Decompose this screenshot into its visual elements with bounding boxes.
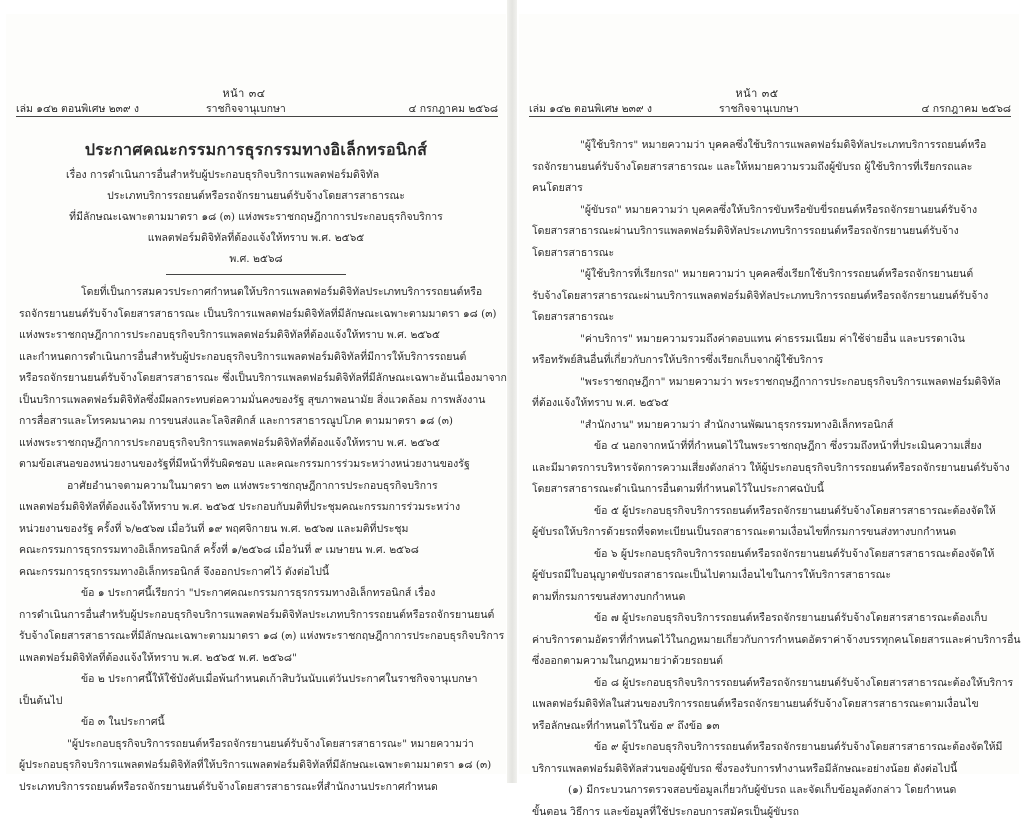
text-line: ข้อ ๘ ผู้ประกอบธุรกิจบริการรถยนต์หรือรถจักรยานยนต์รับจ้างโดยสารสาธารณะต้องให้บริการ xyxy=(532,673,1009,695)
text-line: บริการแพลตฟอร์มดิจิทัลส่วนของผู้ขับรถ ซึ่งรองรับการทำงานหรือมีลักษณะอย่างน้อย ดังต่อไปนี้ xyxy=(532,759,1009,781)
announcement-title: ประกาศคณะกรรมการธุรกรรมทางอิเล็กทรอนิกส์ xyxy=(6,138,506,163)
text-line: โดยที่เป็นการสมควรประกาศกำหนดให้บริการแพลตฟอร์มดิจิทัลประเภทบริการรถยนต์หรือ xyxy=(19,282,496,304)
issue-label: ตอนพิเศษ ๒๓๙ ง xyxy=(61,100,139,117)
left-body-text xyxy=(19,282,496,798)
gazette-header xyxy=(16,100,498,117)
text-line: "ค่าบริการ" หมายความรวมถึงค่าตอบแทน ค่าธรรมเนียม ค่าใช้จ่ายอื่น และบรรดาเงิน xyxy=(532,329,1009,351)
text-line: โดยสารสาธารณะ xyxy=(532,307,1009,329)
text-line: คณะกรรมการธุรกรรมทางอิเล็กทรอนิกส์ จึงออกประกาศไว้ ดังต่อไปนี้ xyxy=(19,562,496,584)
text-line: ขั้นตอน วิธีการ และข้อมูลที่ใช้ประกอบการสมัครเป็นผู้ขับรถ xyxy=(532,802,1009,823)
text-line: รับจ้างโดยสารสาธารณะผ่านบริการแพลตฟอร์มดิจิทัลประเภทบริการรถยนต์หรือรถจักรยานยนต์รับจ้าง xyxy=(532,286,1009,308)
text-line: การดำเนินการอื่นสำหรับผู้ประกอบธุรกิจบริการแพลตฟอร์มดิจิทัลประเภทบริการรถยนต์หรือรถจักรยานยนต์ xyxy=(19,605,496,627)
book-spine xyxy=(507,0,517,783)
text-line: ข้อ ๑ ประกาศนี้เรียกว่า "ประกาศคณะกรรมการธุรกรรมทางอิเล็กทรอนิกส์ เรื่อง xyxy=(19,583,496,605)
text-line: ข้อ ๓ ในประกาศนี้ xyxy=(19,712,496,734)
text-line: โดยสารสาธารณะผ่านบริการแพลตฟอร์มดิจิทัลประเภทบริการรถยนต์หรือรถจักรยานยนต์รับจ้าง xyxy=(532,221,1009,243)
volume-label: เล่ม ๑๔๒ xyxy=(16,100,58,117)
right-page xyxy=(519,14,1019,774)
gazette-date: ๔ กรกฎาคม ๒๕๖๘ xyxy=(921,100,1011,117)
text-line: แห่งพระราชกฤษฎีกาการประกอบธุรกิจบริการแพลตฟอร์มดิจิทัลที่ต้องแจ้งให้ทราบ พ.ศ. ๒๕๖๕ xyxy=(19,433,496,455)
left-page xyxy=(6,14,506,774)
text-line: หรือรถจักรยานยนต์รับจ้างโดยสารสาธารณะ ซึ่งเป็นบริการแพลตฟอร์มดิจิทัลที่มีลักษณะเฉพาะอันเนื่องมาจาก xyxy=(19,368,496,390)
text-line: หรือทรัพย์สินอื่นที่เกี่ยวกับการให้บริการซึ่งเรียกเก็บจากผู้ใช้บริการ xyxy=(532,350,1009,372)
gazette-header xyxy=(529,100,1011,117)
gazette-date: ๔ กรกฎาคม ๒๕๖๘ xyxy=(408,100,498,117)
text-line: (๑) มีกระบวนการตรวจสอบข้อมูลเกี่ยวกับผู้ขับรถ และจัดเก็บข้อมูลดังกล่าว โดยกำหนด xyxy=(532,780,1009,802)
page-number: หน้า ๓๔ xyxy=(0,84,494,102)
subject-line: แพลตฟอร์มดิจิทัลที่ต้องแจ้งให้ทราบ พ.ศ. ๒๕๖๕ xyxy=(6,228,506,249)
text-line: แพลตฟอร์มดิจิทัลที่ต้องแจ้งให้ทราบ พ.ศ. ๒๕๖๕ พ.ศ. ๒๕๖๘" xyxy=(19,648,496,670)
page-number: หน้า ๓๕ xyxy=(507,84,1007,102)
text-line: หน่วยงานของรัฐ ครั้งที่ ๖/๒๕๖๗ เมื่อวันที่ ๑๙ พฤศจิกายน พ.ศ. ๒๕๖๗ และมติที่ประชุม xyxy=(19,519,496,541)
text-line: รถจักรยานยนต์รับจ้างโดยสารสาธารณะ และให้หมายความรวมถึงผู้ขับรถ ผู้ใช้บริการที่เรียกรถและ xyxy=(532,157,1009,179)
text-line: ค่าบริการตามอัตราที่กำหนดไว้ในกฎหมายเกี่ยวกับการกำหนดอัตราค่าจ้างบรรทุกคนโดยสารและค่าบริการอื่น xyxy=(532,630,1009,652)
subject-line: ประเภทบริการรถยนต์หรือรถจักรยานยนต์รับจ้างโดยสารสาธารณะ xyxy=(6,186,506,207)
text-line: เป็นบริการแพลตฟอร์มดิจิทัลซึ่งมีผลกระทบต่อความมั่นคงของรัฐ สุขภาพอนามัย สิ่งแวดล้อม การพลังงาน xyxy=(19,390,496,412)
text-line: การสื่อสารและโทรคมนาคม การขนส่งและโลจิสติกส์ และการสาธารณูปโภค ตามมาตรา ๑๘ (๓) xyxy=(19,411,496,433)
text-line: แห่งพระราชกฤษฎีกาการประกอบธุรกิจบริการแพลตฟอร์มดิจิทัลที่ต้องแจ้งให้ทราบ พ.ศ. ๒๕๖๕ xyxy=(19,325,496,347)
text-line: รถจักรยานยนต์รับจ้างโดยสารสาธารณะ เป็นบริการแพลตฟอร์มดิจิทัลที่มีลักษณะเฉพาะตามมาตรา ๑๘ (๓) xyxy=(19,304,496,326)
text-line: ข้อ ๒ ประกาศนี้ให้ใช้บังคับเมื่อพ้นกำหนดเก้าสิบวันนับแต่วันประกาศในราชกิจจานุเบกษา xyxy=(19,669,496,691)
text-line: ตามที่กรมการขนส่งทางบกกำหนด xyxy=(532,587,1009,609)
text-line: ข้อ ๔ นอกจากหน้าที่ที่กำหนดไว้ในพระราชกฤษฎีกา ซึ่งรวมถึงหน้าที่ประเมินความเสี่ยง xyxy=(532,436,1009,458)
text-line: ซึ่งออกตามความในกฎหมายว่าด้วยรถยนต์ xyxy=(532,651,1009,673)
text-line: หรือลักษณะที่กำหนดไว้ในข้อ ๙ ถึงข้อ ๑๓ xyxy=(532,716,1009,738)
text-line: ผู้ขับรถมีใบอนุญาตขับรถสาธารณะเป็นไปตามเงื่อนไขในการให้บริการสาธารณะ xyxy=(532,565,1009,587)
text-line: แพลตฟอร์มดิจิทัลในส่วนของบริการรถยนต์หรือรถจักรยานยนต์รับจ้างโดยสารสาธารณะตามเงื่อนไข xyxy=(532,694,1009,716)
text-line: ผู้ประกอบธุรกิจบริการแพลตฟอร์มดิจิทัลที่ให้บริการแพลตฟอร์มดิจิทัลที่มีลักษณะเฉพาะตามมาตรา ๑๘ (๓) xyxy=(19,755,496,777)
text-line: คนโดยสาร xyxy=(532,178,1009,200)
text-line: "ผู้ใช้บริการที่เรียกรถ" หมายความว่า บุคคลซึ่งเรียกใช้บริการรถยนต์หรือรถจักรยานยนต์ xyxy=(532,264,1009,286)
text-line: ที่ต้องแจ้งให้ทราบ พ.ศ. ๒๕๖๕ xyxy=(532,393,1009,415)
text-line: คณะกรรมการธุรกรรมทางอิเล็กทรอนิกส์ ครั้งที่ ๑/๒๕๖๘ เมื่อวันที่ ๙ เมษายน พ.ศ. ๒๕๖๘ xyxy=(19,540,496,562)
divider-rule xyxy=(166,274,346,275)
text-line: "สำนักงาน" หมายความว่า สำนักงานพัฒนาธุรกรรมทางอิเล็กทรอนิกส์ xyxy=(532,415,1009,437)
text-line: รับจ้างโดยสารสาธารณะที่มีลักษณะเฉพาะตามมาตรา ๑๘ (๓) แห่งพระราชกฤษฎีกาการประกอบธุรกิจบริการ xyxy=(19,626,496,648)
text-line: โดยสารสาธารณะ xyxy=(532,243,1009,265)
text-line: "พระราชกฤษฎีกา" หมายความว่า พระราชกฤษฎีกาการประกอบธุรกิจบริการแพลตฟอร์มดิจิทัล xyxy=(532,372,1009,394)
text-line: ข้อ ๙ ผู้ประกอบธุรกิจบริการรถยนต์หรือรถจักรยานยนต์รับจ้างโดยสารสาธารณะต้องจัดให้มี xyxy=(532,737,1009,759)
text-line: ตามข้อเสนอของหน่วยงานของรัฐที่มีหน้าที่รับผิดชอบ และคณะกรรมการร่วมระหว่างหน่วยงานของรัฐ xyxy=(19,454,496,476)
volume-label: เล่ม ๑๔๒ xyxy=(529,100,571,117)
text-line: ข้อ ๖ ผู้ประกอบธุรกิจบริการรถยนต์หรือรถจักรยานยนต์รับจ้างโดยสารสาธารณะต้องจัดให้ xyxy=(532,544,1009,566)
text-line: ข้อ ๗ ผู้ประกอบธุรกิจบริการรถยนต์หรือรถจักรยานยนต์รับจ้างโดยสารสาธารณะต้องเก็บ xyxy=(532,608,1009,630)
subject-line: เรื่อง การดำเนินการอื่นสำหรับผู้ประกอบธุรกิจบริการแพลตฟอร์มดิจิทัล xyxy=(6,165,506,186)
text-line: "ผู้ประกอบธุรกิจบริการรถยนต์หรือรถจักรยานยนต์รับจ้างโดยสารสาธารณะ" หมายความว่า xyxy=(19,734,496,756)
text-line: ผู้ขับรถให้บริการด้วยรถที่จดทะเบียนเป็นรถสาธารณะตามเงื่อนไขที่กรมการขนส่งทางบกกำหนด xyxy=(532,522,1009,544)
gazette-name: ราชกิจจานุเบกษา xyxy=(206,100,286,117)
gazette-name: ราชกิจจานุเบกษา xyxy=(719,100,799,117)
text-line: และมีมาตรการบริหารจัดการความเสี่ยงดังกล่าว ให้ผู้ประกอบธุรกิจบริการรถยนต์หรือรถจักรยานยนต์รับจ้าง xyxy=(532,458,1009,480)
text-line: โดยสารสาธารณะดำเนินการอื่นตามที่กำหนดไว้ในประกาศฉบับนี้ xyxy=(532,479,1009,501)
text-line: ประเภทบริการรถยนต์หรือรถจักรยานยนต์รับจ้างโดยสารสาธารณะที่สำนักงานประกาศกำหนด xyxy=(19,777,496,799)
text-line: แพลตฟอร์มดิจิทัลที่ต้องแจ้งให้ทราบ พ.ศ. ๒๕๖๕ ประกอบกับมติที่ประชุมคณะกรรมการร่วมระหว่าง xyxy=(19,497,496,519)
text-line: อาศัยอำนาจตามความในมาตรา ๒๓ แห่งพระราชกฤษฎีกาการประกอบธุรกิจบริการ xyxy=(19,476,496,498)
text-line: "ผู้ใช้บริการ" หมายความว่า บุคคลซึ่งใช้บริการแพลตฟอร์มดิจิทัลประเภทบริการรถยนต์หรือ xyxy=(532,135,1009,157)
text-line: ข้อ ๕ ผู้ประกอบธุรกิจบริการรถยนต์หรือรถจักรยานยนต์รับจ้างโดยสารสาธารณะต้องจัดให้ xyxy=(532,501,1009,523)
text-line: และกำหนดการดำเนินการอื่นสำหรับผู้ประกอบธุรกิจบริการแพลตฟอร์มดิจิทัลที่มีการให้บริการรถยนต์ xyxy=(19,347,496,369)
issue-label: ตอนพิเศษ ๒๓๙ ง xyxy=(574,100,652,117)
subject-line: ที่มีลักษณะเฉพาะตามมาตรา ๑๘ (๓) แห่งพระราชกฤษฎีกาการประกอบธุรกิจบริการ xyxy=(6,207,506,228)
announcement-subject xyxy=(6,165,506,270)
text-line: "ผู้ขับรถ" หมายความว่า บุคคลซึ่งให้บริการขับหรือขับขี่รถยนต์หรือรถจักรยานยนต์รับจ้าง xyxy=(532,200,1009,222)
right-body-text xyxy=(532,135,1009,823)
text-line: เป็นต้นไป xyxy=(19,691,496,713)
subject-year: พ.ศ. ๒๕๖๘ xyxy=(6,249,506,270)
